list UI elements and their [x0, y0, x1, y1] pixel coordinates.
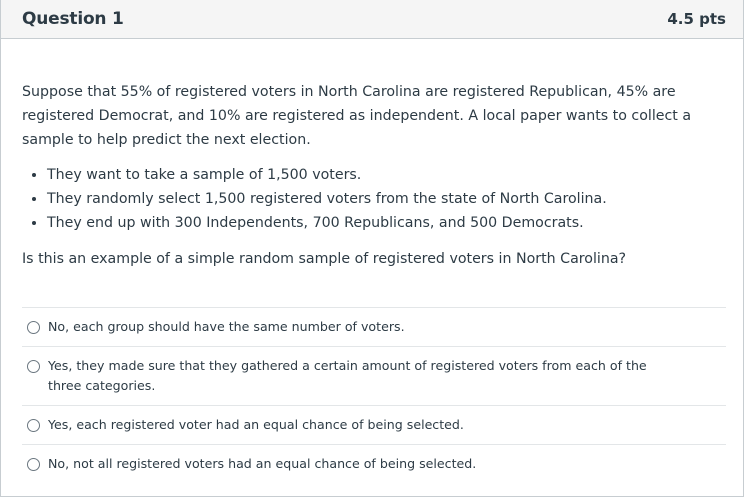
answer-label[interactable]: Yes, they made sure that they gathered a certain amount of registered voters from each of the three categories. [48, 358, 647, 393]
radio-button[interactable] [27, 360, 40, 373]
answer-list [22, 307, 726, 483]
answer-option-3[interactable] [22, 406, 726, 445]
answer-option-1[interactable] [22, 308, 726, 347]
answer-label[interactable]: No, each group should have the same number of voters. [48, 319, 405, 334]
question-intro: Suppose that 55% of registered voters in North Carolina are registered Republican, 45% are registered Democrat, and 10% are registered as independent. A local paper wants to collect a sample to help predict the next election. [22, 84, 692, 148]
question-prompt: Is this an example of a simple random sample of registered voters in North Carolina? [22, 251, 627, 267]
list-item: • They want to take a sample of 1,500 voters. [47, 163, 729, 187]
question-title: Question 1 [22, 9, 124, 29]
answer-option-2[interactable] [22, 347, 726, 406]
answer-label[interactable]: No, not all registered voters had an equal chance of being selected. [48, 456, 477, 471]
list-item: • They randomly select 1,500 registered voters from the state of North Carolina. [47, 187, 729, 211]
radio-button[interactable] [27, 458, 40, 471]
question-body [1, 39, 743, 271]
question-points: 4.5 pts [667, 10, 726, 28]
question-bullet-list [22, 163, 729, 235]
answer-option-4[interactable] [22, 445, 726, 483]
list-item: • They end up with 300 Independents, 700 Republicans, and 500 Democrats. [47, 211, 729, 235]
radio-button[interactable] [27, 321, 40, 334]
answer-label[interactable]: Yes, each registered voter had an equal chance of being selected. [48, 417, 464, 432]
radio-button[interactable] [27, 419, 40, 432]
question-header [1, 0, 743, 39]
